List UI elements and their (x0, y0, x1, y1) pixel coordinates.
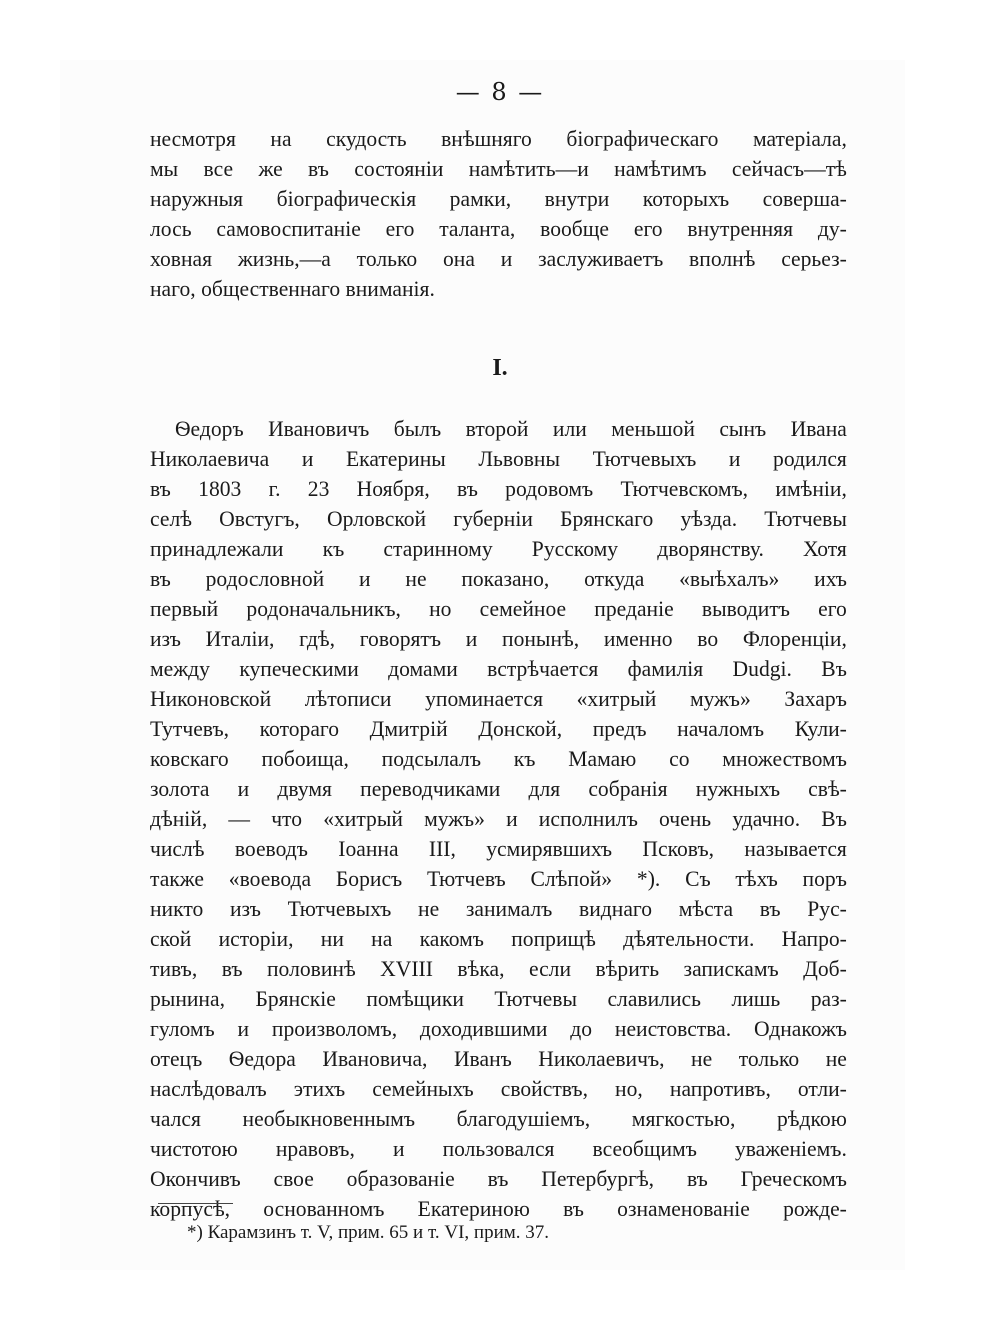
text-line: наго, общественнаго вниманія. (150, 276, 435, 301)
footnote-divider (158, 1203, 233, 1204)
text-line: тивъ, въ половинѣ XVIII вѣка, если вѣрить запискамъ Доб- (150, 956, 847, 981)
page-number: — 8 — (455, 78, 545, 106)
text-line: чался необыкновеннымъ благодушіемъ, мягкостью, рѣдкою (150, 1106, 847, 1131)
footnote: *) Карамзинъ т. V, прим. 65 и т. VI, прим. 37. (187, 1222, 550, 1243)
text-line: ской исторіи, ни на какомъ поприщѣ дѣятельности. Напро- (150, 926, 847, 951)
text-line: Ѳедоръ Ивановичъ былъ второй или меньшой сынъ Ивана (174, 416, 847, 441)
chapter-heading: I. (492, 355, 508, 381)
text-line: Окончивъ свое образованіе въ Петербургѣ, въ Греческомъ (150, 1166, 847, 1191)
text-line: отецъ Ѳедора Ивановича, Иванъ Николаевичъ, не только не (150, 1046, 847, 1071)
text-line: Никоновской лѣтописи упоминается «хитрый мужъ» Захаръ (150, 686, 847, 711)
text-line: первый родоначальникъ, но семейное преданіе выводитъ его (150, 596, 847, 621)
text-line: наружныя біографическія рамки, внутри которыхъ соверша- (150, 186, 847, 211)
text-line: изъ Италіи, гдѣ, говорятъ и понынѣ, именно во Флоренціи, (150, 626, 847, 651)
text-line: корпусѣ, основанномъ Екатериною въ ознаменованіе рожде- (150, 1196, 847, 1221)
text-line: между купеческими домами встрѣчается фамилія Dudgi. Въ (150, 656, 847, 681)
text-line: Николаевича и Екатерины Львовны Тютчевыхъ и родился (150, 446, 847, 471)
text-line: золота и двумя переводчиками для собранія нужныхъ свѣ- (150, 776, 847, 801)
body-paragraph (150, 414, 848, 1224)
text-line: мы все же въ состояніи намѣтить—и намѣтимъ сейчасъ—тѣ (150, 156, 847, 181)
text-line: числѣ воеводъ Іоанна III, усмирявшихъ Псковъ, называется (150, 836, 847, 861)
text-line: ховная жизнь,—а только она и заслуживаетъ вполнѣ серьез- (150, 246, 847, 271)
text-line: рынина, Брянскіе помѣщики Тютчевы славились лишь раз- (150, 986, 847, 1011)
text-line: ковскаго побоища, подсылалъ къ Мамаю со множествомъ (150, 746, 847, 771)
text-line: въ родословной и не показано, откуда «выѣхалъ» ихъ (150, 566, 847, 591)
text-line: также «воевода Борисъ Тютчевъ Слѣпой» *). Съ тѣхъ поръ (150, 866, 847, 891)
text-line: лось самовоспитаніе его таланта, вообще его внутренняя ду- (150, 216, 847, 241)
text-line: наслѣдовалъ этихъ семейныхъ свойствъ, но, напротивъ, отли- (150, 1076, 847, 1101)
text-line: никто изъ Тютчевыхъ не занималъ виднаго мѣста въ Рус- (150, 896, 847, 921)
text-line: дѣній, — что «хитрый мужъ» и исполнилъ очень удачно. Въ (150, 806, 847, 831)
text-line: гуломъ и произволомъ, доходившими до неистовства. Однакожъ (150, 1016, 847, 1041)
intro-paragraph (150, 124, 848, 304)
text-line: Тутчевъ, котораго Дмитрій Донской, предъ началомъ Кули- (150, 716, 847, 741)
text-line: чистотою нравовъ, и пользовался всеобщимъ уваженіемъ. (150, 1136, 847, 1161)
text-line: несмотря на скудость внѣшняго біографическаго матеріала, (150, 126, 847, 151)
text-line: селѣ Овстугъ, Орловской губерніи Брянскаго уѣзда. Тютчевы (150, 506, 847, 531)
text-line: въ 1803 г. 23 Ноября, въ родовомъ Тютчевскомъ, имѣніи, (150, 476, 847, 501)
text-line: принадлежали къ старинному Русскому дворянству. Хотя (150, 536, 847, 561)
